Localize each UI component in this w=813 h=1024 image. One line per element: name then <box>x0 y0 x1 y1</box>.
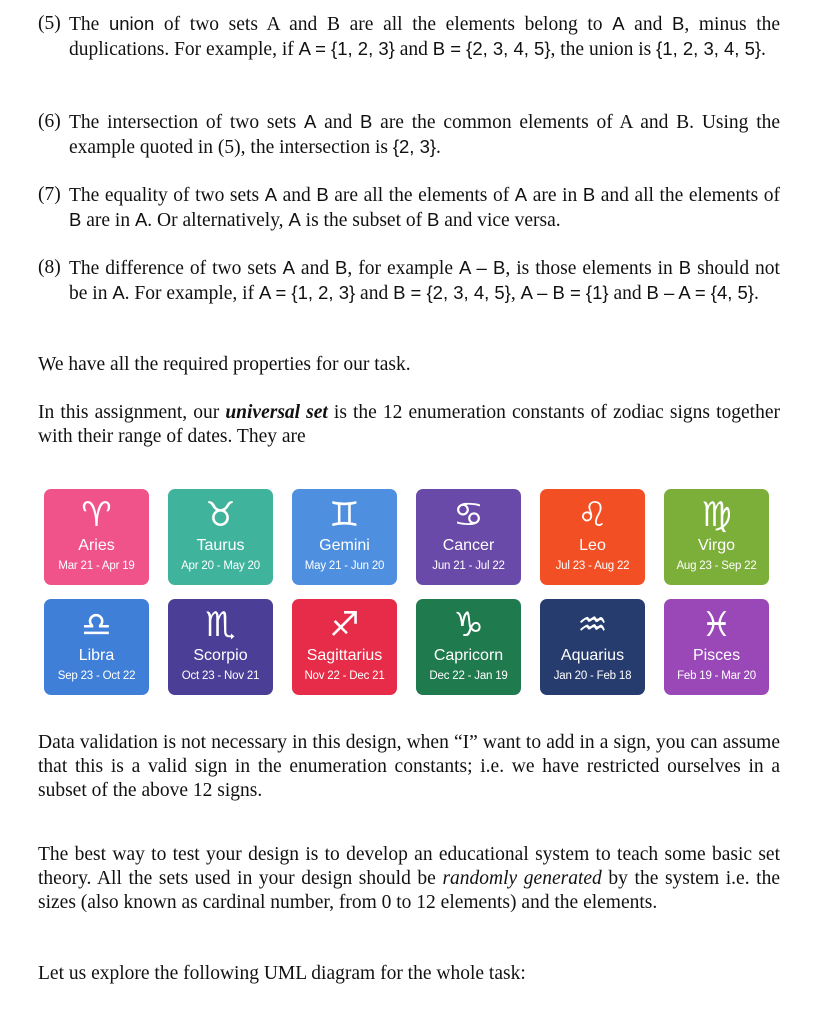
math-term: A <box>514 184 528 205</box>
zodiac-tile-cancer <box>416 489 521 585</box>
zodiac-dates: Feb 19 - Mar 20 <box>677 670 756 682</box>
text-run: . For example, if <box>124 283 259 304</box>
math-term: B <box>672 13 685 34</box>
paragraph-universal-set <box>38 401 780 449</box>
scorpio-icon: ♏ <box>205 605 236 645</box>
text-run: and <box>624 14 672 35</box>
math-term: B <box>335 257 348 278</box>
math-term: B <box>582 184 596 205</box>
zodiac-dates: Apr 20 - May 20 <box>181 560 260 572</box>
item-number: (5) <box>38 13 61 34</box>
text-run: and <box>608 283 647 304</box>
paragraph-uml-intro: Let us explore the following UML diagram for the whole task: <box>38 963 526 984</box>
zodiac-name: Aries <box>78 537 115 554</box>
math-term: B = {2, 3, 4, 5} <box>393 282 511 303</box>
zodiac-name: Aquarius <box>560 647 625 664</box>
math-term: A <box>303 111 317 132</box>
text-run: are all the elements of <box>328 185 515 206</box>
zodiac-name: Libra <box>78 647 115 664</box>
text-run: and all the elements of <box>595 185 781 206</box>
libra-icon: ♎ <box>81 605 112 645</box>
text-run: The equality of two sets <box>69 185 265 206</box>
capricorn-icon: ♑ <box>453 605 484 645</box>
leo-icon: ♌ <box>577 495 608 535</box>
cancer-icon: ♋ <box>453 495 484 535</box>
math-term: A – B <box>458 257 506 278</box>
math-term: B = {2, 3, 4, 5} <box>432 38 551 59</box>
math-term: B <box>678 257 692 278</box>
zodiac-dates: Jan 20 - Feb 18 <box>553 670 632 682</box>
item-number: (7) <box>38 184 61 205</box>
paragraph-testing <box>38 843 780 915</box>
zodiac-dates: Aug 23 - Sep 22 <box>676 560 757 572</box>
text-run: of two sets A and B are all the elements belong to <box>154 14 613 35</box>
math-term: B <box>69 209 82 230</box>
zodiac-tile-aquarius <box>540 599 645 695</box>
text-run: and <box>294 258 336 279</box>
list-item-intersection <box>38 110 780 160</box>
zodiac-tile-leo <box>540 489 645 585</box>
pisces-icon: ♓ <box>701 605 732 645</box>
text-run: . <box>754 283 759 304</box>
aquarius-icon: ♒ <box>577 605 608 645</box>
math-term: A <box>288 209 301 230</box>
math-term: A <box>264 184 278 205</box>
gemini-icon: ♊ <box>329 495 360 535</box>
zodiac-dates: Dec 22 - Jan 19 <box>429 670 508 682</box>
taurus-icon: ♉ <box>205 495 236 535</box>
zodiac-dates: May 21 - Jun 20 <box>304 560 385 572</box>
zodiac-dates: Jun 21 - Jul 22 <box>432 560 505 572</box>
zodiac-name: Capricorn <box>433 647 504 664</box>
zodiac-tile-virgo <box>664 489 769 585</box>
text-run: , is those elements in <box>505 258 679 279</box>
math-term: B <box>426 209 440 230</box>
zodiac-name: Pisces <box>692 647 741 664</box>
zodiac-tile-taurus <box>168 489 273 585</box>
item-text <box>69 12 780 62</box>
math-term: A – B = {1} <box>520 282 609 303</box>
item-text <box>69 183 780 233</box>
text-run: by the system i.e. the sizes (also known as cardinal number, from 0 to 12 elements) and the elements. <box>38 868 780 913</box>
zodiac-tile-scorpio <box>168 599 273 695</box>
zodiac-tile-gemini <box>292 489 397 585</box>
text-run: . <box>761 39 766 60</box>
zodiac-name: Gemini <box>319 537 370 554</box>
zodiac-dates: Mar 21 - Apr 19 <box>58 560 135 572</box>
sagittarius-icon: ♐ <box>329 605 360 645</box>
text-run: The <box>69 14 109 35</box>
zodiac-tile-aries <box>44 489 149 585</box>
text-run: , minus the duplications. For example, if <box>69 14 781 60</box>
text-run: The best way to test your design is to develop an educational system to teach some basic set theory. All the sets used in your design should be <box>38 844 780 889</box>
math-term: union <box>108 13 155 34</box>
zodiac-name: Sagittarius <box>306 647 383 664</box>
math-term: A <box>134 209 148 230</box>
zodiac-tile-capricorn <box>416 599 521 695</box>
text-run: and vice versa. <box>439 210 561 231</box>
text-run: are the common elements of A and B. Using the example quoted in (5), the intersection is <box>69 112 781 158</box>
zodiac-dates: Jul 23 - Aug 22 <box>555 560 630 572</box>
text-run: is the subset of <box>300 210 427 231</box>
zodiac-tile-pisces <box>664 599 769 695</box>
text-run: and <box>394 39 433 60</box>
text-run: , for example <box>347 258 459 279</box>
text-run: and <box>316 112 361 133</box>
zodiac-tile-libra <box>44 599 149 695</box>
aries-icon: ♈ <box>81 495 112 535</box>
text-run: The difference of two sets <box>69 258 283 279</box>
text-run: is the 12 enumeration constants of zodiac signs together with their range of dates. They are <box>38 402 780 447</box>
text-run: are in <box>81 210 135 231</box>
zodiac-name: Cancer <box>442 537 495 554</box>
paragraph-required-properties: We have all the required properties for our task. <box>38 354 411 375</box>
math-term: B <box>360 111 373 132</box>
zodiac-tile-sagittarius <box>292 599 397 695</box>
text-run: , the union is <box>550 39 657 60</box>
zodiac-name: Virgo <box>697 537 736 554</box>
zodiac-dates: Oct 23 - Nov 21 <box>181 670 260 682</box>
zodiac-name: Leo <box>579 537 606 554</box>
math-term: {1, 2, 3, 4, 5} <box>656 38 762 59</box>
math-term: A <box>112 282 125 303</box>
emphasis-term: universal set <box>225 402 328 423</box>
text-run: should not be in <box>69 258 780 304</box>
text-run: The intersection of two sets <box>69 112 304 133</box>
math-term: B <box>316 184 329 205</box>
text-run: are in <box>527 185 583 206</box>
zodiac-name: Scorpio <box>193 647 248 664</box>
zodiac-name: Taurus <box>196 537 245 554</box>
math-term: {2, 3} <box>392 136 437 157</box>
list-item-union <box>38 12 780 62</box>
list-item-difference <box>38 256 780 306</box>
text-run: and <box>355 283 394 304</box>
list-item-equality <box>38 183 780 233</box>
text-run: . Or alternatively, <box>147 210 289 231</box>
item-text <box>69 256 780 306</box>
virgo-icon: ♍ <box>701 495 732 535</box>
paragraph-data-validation: Data validation is not necessary in this design, when “I” want to add in a sign, you can assume that this is a valid sign in the enumeration constants; i.e. we have restricted ourselves in a subset of the above 12 signs. <box>38 732 780 801</box>
math-term: A <box>612 13 625 34</box>
text-run: In this assignment, our <box>38 402 226 423</box>
emphasis-term: randomly generated <box>442 868 602 889</box>
zodiac-dates: Sep 23 - Oct 22 <box>57 670 136 682</box>
item-text <box>69 110 780 160</box>
math-term: A = {1, 2, 3} <box>258 282 356 303</box>
item-number: (6) <box>38 111 61 132</box>
math-term: A <box>282 257 295 278</box>
item-number: (8) <box>38 257 61 278</box>
math-term: A = {1, 2, 3} <box>298 38 395 59</box>
math-term: B – A = {4, 5} <box>646 282 754 303</box>
zodiac-dates: Nov 22 - Dec 21 <box>304 670 385 682</box>
text-run: , <box>510 283 521 304</box>
text-run: . <box>436 137 441 158</box>
text-run: and <box>277 185 317 206</box>
